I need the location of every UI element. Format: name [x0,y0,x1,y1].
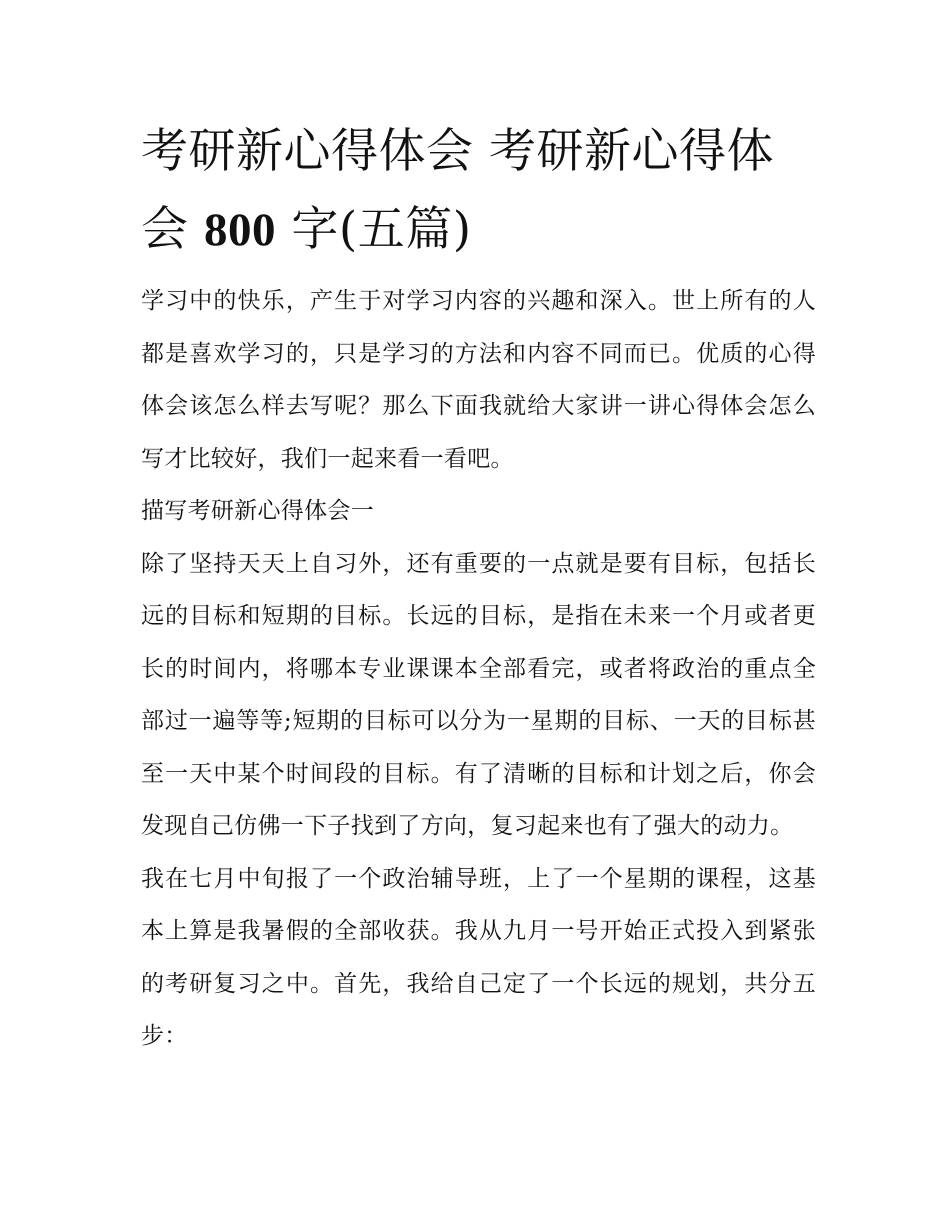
document-body [141,113,816,1063]
body-paragraph: 除了坚持天天上自习外，还有重要的一点就是要有目标，包括长远的目标和短期的目标。长远的目标，是指在未来一个月或者更长的时间内，将哪本专业课课本全部看完，或者将政治的重点全部过一遍等等;短期的目标可以分为一星期的目标、一天的目标甚至一天中某个时间段的目标。有了清晰的目标和计划之后，你会发现自己仿佛一下子找到了方向，复习起来也有了强大的动力。 [141,550,816,839]
title-text-part2: 字(五篇) [275,202,472,257]
body-paragraph: 我在七月中旬报了一个政治辅导班，上了一个星期的课程，这基本上算是我暑假的全部收获。我从九月一号开始正式投入到紧张的考研复习之中。首先，我给自己定了一个长远的规划，共分五步： [141,865,816,1049]
document-title [141,113,816,269]
section-heading: 描写考研新心得体会一 [141,498,374,524]
title-text-part1: 考研新心得体会 考研新心得体会 [141,124,774,257]
title-number: 800 [203,204,276,256]
intro-paragraph: 学习中的快乐，产生于对学习内容的兴趣和深入。世上所有的人都是喜欢学习的，只是学习的方法和内容不同而已。优质的心得体会该怎么样去写呢？那么下面我就给大家讲一讲心得体会怎么写才比较好，我们一起来看一看吧。 [141,288,816,472]
